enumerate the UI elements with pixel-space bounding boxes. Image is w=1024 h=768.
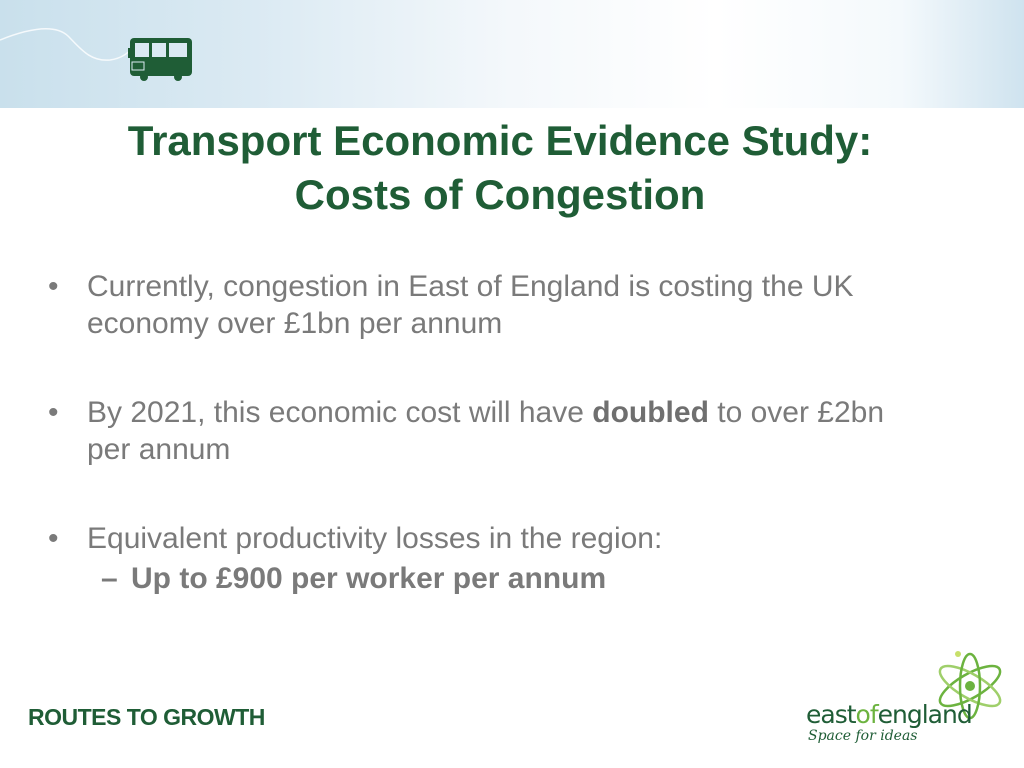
- bullet-marker: •: [48, 522, 59, 555]
- bullet-text-before: By 2021, this economic cost will have: [87, 396, 593, 429]
- bullet-emphasis: doubled: [592, 396, 709, 429]
- bullet-marker: •: [48, 396, 59, 429]
- footer-brand: ROUTES TO GROWTH: [28, 704, 265, 730]
- bullet-text: Equivalent productivity losses in the region:: [87, 522, 663, 555]
- bullet-text: Currently, congestion in East of England is costing the UK economy over £1bn per annum: [87, 270, 854, 340]
- title-line-2: Costs of Congestion: [294, 171, 706, 218]
- logo-east: east: [806, 700, 856, 729]
- logo-england: england: [877, 700, 972, 729]
- logo-tagline: Space for ideas: [808, 728, 918, 744]
- bullet-text-after: to over £2bn per annum: [87, 396, 885, 466]
- logo-of: of: [855, 700, 878, 729]
- logo-wordmark: [806, 700, 972, 729]
- bullet-item-2: [44, 394, 904, 468]
- sub-bullet-item: [44, 560, 904, 597]
- slide-title: [0, 114, 1000, 222]
- bullet-item-3: [44, 520, 904, 557]
- sub-bullet-marker: –: [101, 562, 118, 595]
- bullet-marker: •: [48, 270, 59, 303]
- header-banner: [0, 0, 1024, 108]
- bus-icon: [128, 34, 194, 82]
- bullet-list: [44, 268, 904, 597]
- title-line-1: Transport Economic Evidence Study:: [127, 117, 873, 164]
- sub-bullet-text: Up to £900 per worker per annum: [131, 562, 607, 595]
- bullet-item-1: [44, 268, 904, 342]
